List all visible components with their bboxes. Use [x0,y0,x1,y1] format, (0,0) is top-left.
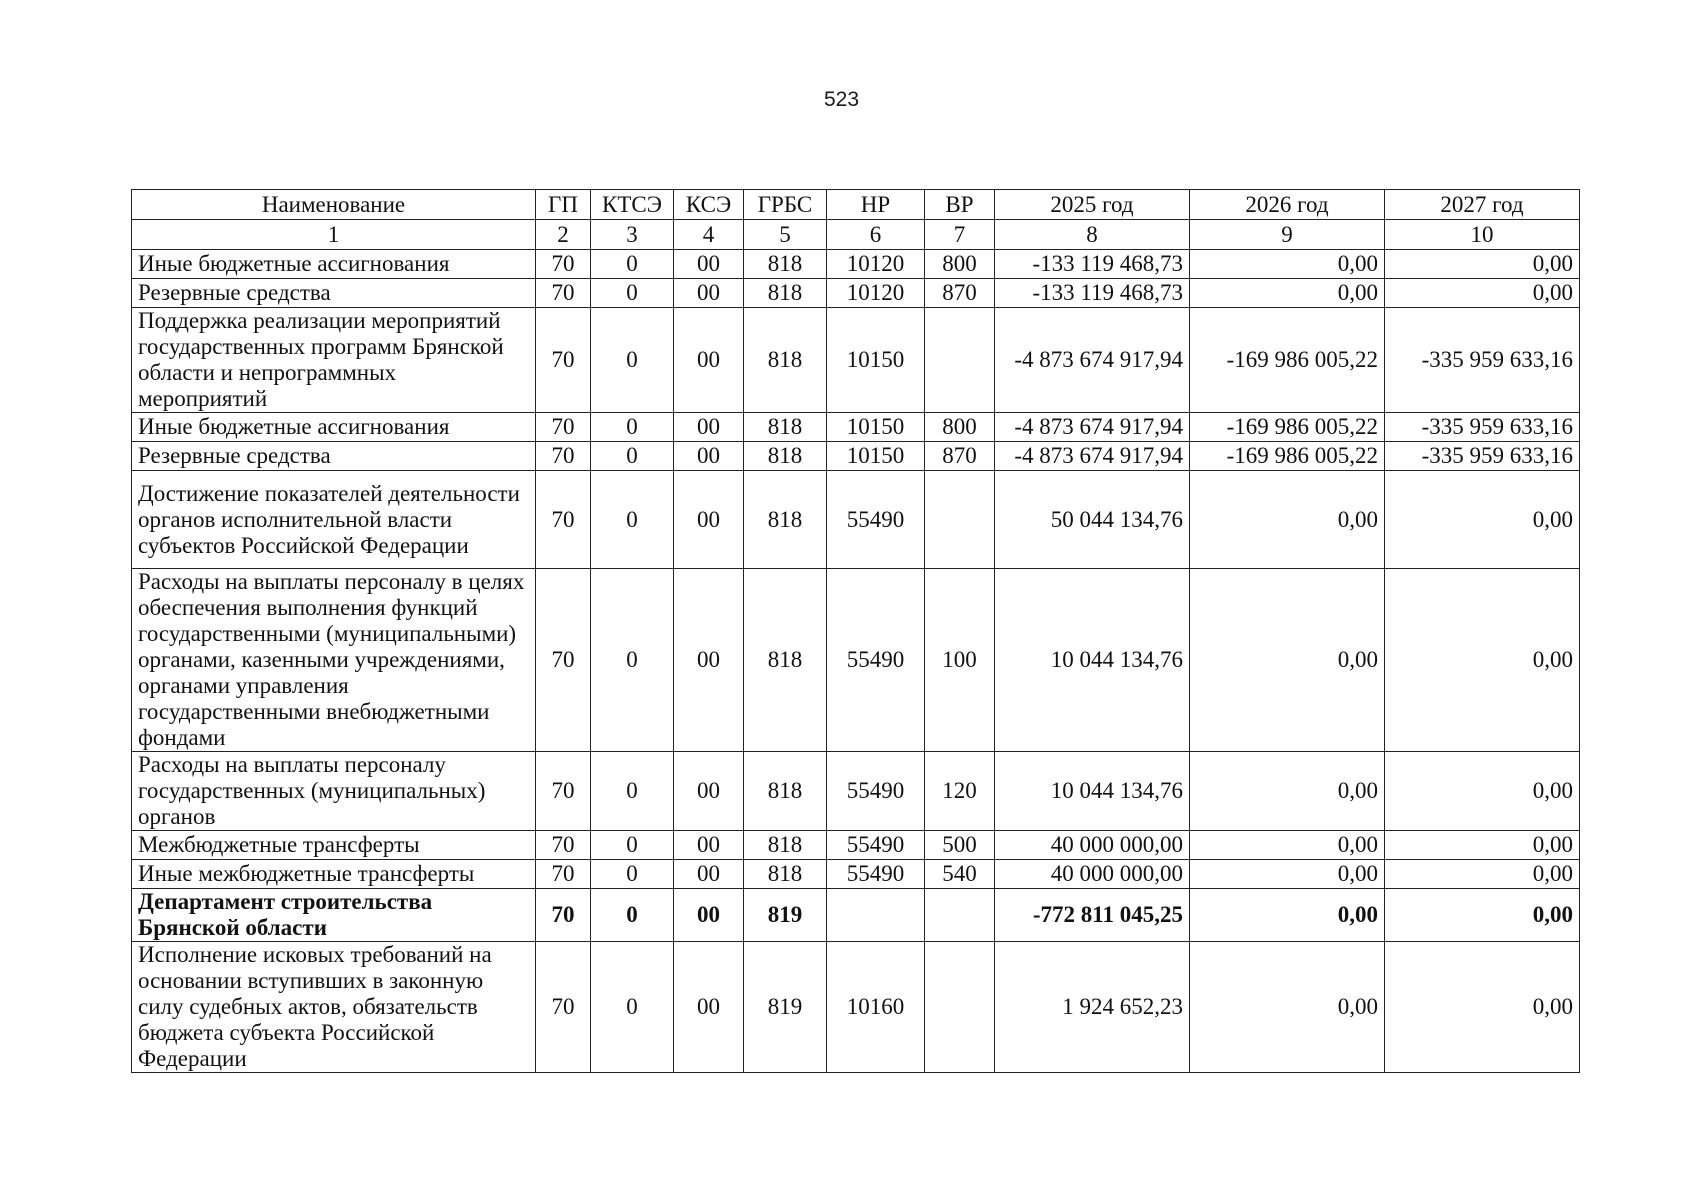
row-amount-2026: -169 986 005,22 [1190,413,1385,442]
row-gp: 70 [536,860,591,889]
row-amount-2026: 0,00 [1190,860,1385,889]
row-nr: 55490 [827,831,925,860]
row-amount-2026: 0,00 [1190,752,1385,831]
row-gp: 70 [536,308,591,413]
row-amount-2026: 0,00 [1190,942,1385,1073]
header-vr: ВР [925,190,995,220]
header-name: Наименование [132,190,536,220]
row-nr: 10120 [827,279,925,308]
row-vr [925,308,995,413]
row-grbs: 818 [744,831,827,860]
row-nr: 55490 [827,569,925,752]
row-amount-2027: -335 959 633,16 [1385,308,1580,413]
row-kse: 00 [674,860,744,889]
row-kse: 00 [674,569,744,752]
table-body [132,250,1580,1073]
row-vr [925,471,995,569]
row-ktse: 0 [591,250,674,279]
table-row [132,471,1580,569]
column-number: 6 [827,220,925,250]
row-amount-2027: -335 959 633,16 [1385,413,1580,442]
row-ktse: 0 [591,889,674,942]
row-name: Резервные средства [132,279,536,308]
row-amount-2027: 0,00 [1385,471,1580,569]
row-amount-2025: 10 044 134,76 [995,569,1190,752]
row-ktse: 0 [591,471,674,569]
row-amount-2025: -4 873 674 917,94 [995,413,1190,442]
row-gp: 70 [536,279,591,308]
column-number: 7 [925,220,995,250]
row-vr: 800 [925,413,995,442]
row-nr: 10150 [827,442,925,471]
row-kse: 00 [674,279,744,308]
row-gp: 70 [536,831,591,860]
row-name: Резервные средства [132,442,536,471]
row-amount-2027: 0,00 [1385,279,1580,308]
budget-table [131,189,1580,1073]
row-ktse: 0 [591,308,674,413]
row-ktse: 0 [591,752,674,831]
row-name: Иные бюджетные ассигнования [132,250,536,279]
column-number: 9 [1190,220,1385,250]
column-number: 3 [591,220,674,250]
row-nr: 10120 [827,250,925,279]
row-amount-2026: -169 986 005,22 [1190,308,1385,413]
row-nr: 10150 [827,413,925,442]
table-row [132,942,1580,1073]
row-ktse: 0 [591,279,674,308]
row-grbs: 818 [744,413,827,442]
row-kse: 00 [674,413,744,442]
row-vr: 540 [925,860,995,889]
row-gp: 70 [536,889,591,942]
row-gp: 70 [536,442,591,471]
column-number: 1 [132,220,536,250]
row-vr: 870 [925,279,995,308]
table-row [132,831,1580,860]
row-amount-2025: -4 873 674 917,94 [995,442,1190,471]
row-amount-2025: 10 044 134,76 [995,752,1190,831]
row-grbs: 818 [744,442,827,471]
row-amount-2027: 0,00 [1385,250,1580,279]
row-amount-2026: 0,00 [1190,471,1385,569]
row-kse: 00 [674,942,744,1073]
row-amount-2026: 0,00 [1190,279,1385,308]
table-row [132,413,1580,442]
page-number: 523 [823,88,860,111]
row-vr: 100 [925,569,995,752]
row-nr [827,889,925,942]
row-name: Иные бюджетные ассигнования [132,413,536,442]
table-row [132,250,1580,279]
header-gp: ГП [536,190,591,220]
row-amount-2025: 40 000 000,00 [995,860,1190,889]
header-2027: 2027 год [1385,190,1580,220]
row-amount-2025: 40 000 000,00 [995,831,1190,860]
row-ktse: 0 [591,569,674,752]
header-2026: 2026 год [1190,190,1385,220]
row-name: Иные межбюджетные трансферты [132,860,536,889]
header-kse: КСЭ [674,190,744,220]
row-amount-2027: 0,00 [1385,752,1580,831]
row-amount-2027: 0,00 [1385,942,1580,1073]
row-amount-2027: 0,00 [1385,831,1580,860]
row-amount-2027: 0,00 [1385,889,1580,942]
row-vr: 500 [925,831,995,860]
row-name: Межбюджетные трансферты [132,831,536,860]
row-amount-2026: 0,00 [1190,831,1385,860]
row-grbs: 818 [744,752,827,831]
row-amount-2025: 50 044 134,76 [995,471,1190,569]
header-grbs: ГРБС [744,190,827,220]
row-kse: 00 [674,442,744,471]
row-vr [925,889,995,942]
row-grbs: 818 [744,279,827,308]
table-row [132,752,1580,831]
row-amount-2027: -335 959 633,16 [1385,442,1580,471]
row-ktse: 0 [591,860,674,889]
row-gp: 70 [536,569,591,752]
row-grbs: 818 [744,471,827,569]
row-amount-2026: 0,00 [1190,569,1385,752]
row-gp: 70 [536,250,591,279]
row-amount-2025: -133 119 468,73 [995,279,1190,308]
row-kse: 00 [674,308,744,413]
row-nr: 10150 [827,308,925,413]
row-vr: 870 [925,442,995,471]
header-2025: 2025 год [995,190,1190,220]
row-kse: 00 [674,250,744,279]
table-row [132,889,1580,942]
table-row [132,860,1580,889]
row-kse: 00 [674,471,744,569]
row-amount-2026: 0,00 [1190,889,1385,942]
column-number: 8 [995,220,1190,250]
row-name: Расходы на выплаты персоналу в целях обеспечения выполнения функций государственными (муниципальными) органами, казенными учреждениями, органами управления государственными внебюджетными фондами [132,569,536,752]
row-name: Достижение показателей деятельности органов исполнительной власти субъектов Российской Федерации [132,471,536,569]
row-grbs: 818 [744,860,827,889]
row-gp: 70 [536,942,591,1073]
row-name: Исполнение исковых требований на основании вступивших в законную силу судебных актов, обязательств бюджета субъекта Российской Федерации [132,942,536,1073]
row-kse: 00 [674,752,744,831]
row-vr: 800 [925,250,995,279]
table-row [132,569,1580,752]
row-gp: 70 [536,413,591,442]
row-nr: 55490 [827,471,925,569]
row-amount-2025: -133 119 468,73 [995,250,1190,279]
row-ktse: 0 [591,413,674,442]
row-vr: 120 [925,752,995,831]
header-nr: НР [827,190,925,220]
row-nr: 10160 [827,942,925,1073]
column-number: 4 [674,220,744,250]
row-amount-2025: -772 811 045,25 [995,889,1190,942]
row-grbs: 818 [744,308,827,413]
row-kse: 00 [674,831,744,860]
header-ktse: КТСЭ [591,190,674,220]
row-nr: 55490 [827,860,925,889]
row-ktse: 0 [591,442,674,471]
column-number: 10 [1385,220,1580,250]
row-amount-2027: 0,00 [1385,569,1580,752]
table-row [132,442,1580,471]
row-amount-2027: 0,00 [1385,860,1580,889]
column-number: 2 [536,220,591,250]
row-grbs: 819 [744,889,827,942]
row-grbs: 818 [744,250,827,279]
row-kse: 00 [674,889,744,942]
row-amount-2025: 1 924 652,23 [995,942,1190,1073]
column-number: 5 [744,220,827,250]
column-number-row [132,220,1580,250]
table-row [132,279,1580,308]
row-name: Расходы на выплаты персоналу государственных (муниципальных) органов [132,752,536,831]
row-ktse: 0 [591,831,674,860]
row-name: Поддержка реализации мероприятий государственных программ Брянской области и непрограммных мероприятий [132,308,536,413]
row-gp: 70 [536,752,591,831]
row-gp: 70 [536,471,591,569]
row-amount-2026: -169 986 005,22 [1190,442,1385,471]
row-ktse: 0 [591,942,674,1073]
table-row [132,308,1580,413]
row-grbs: 819 [744,942,827,1073]
row-amount-2026: 0,00 [1190,250,1385,279]
row-nr: 55490 [827,752,925,831]
row-name: Департамент строительства Брянской области [132,889,536,942]
row-grbs: 818 [744,569,827,752]
header-row [132,190,1580,220]
row-vr [925,942,995,1073]
row-amount-2025: -4 873 674 917,94 [995,308,1190,413]
